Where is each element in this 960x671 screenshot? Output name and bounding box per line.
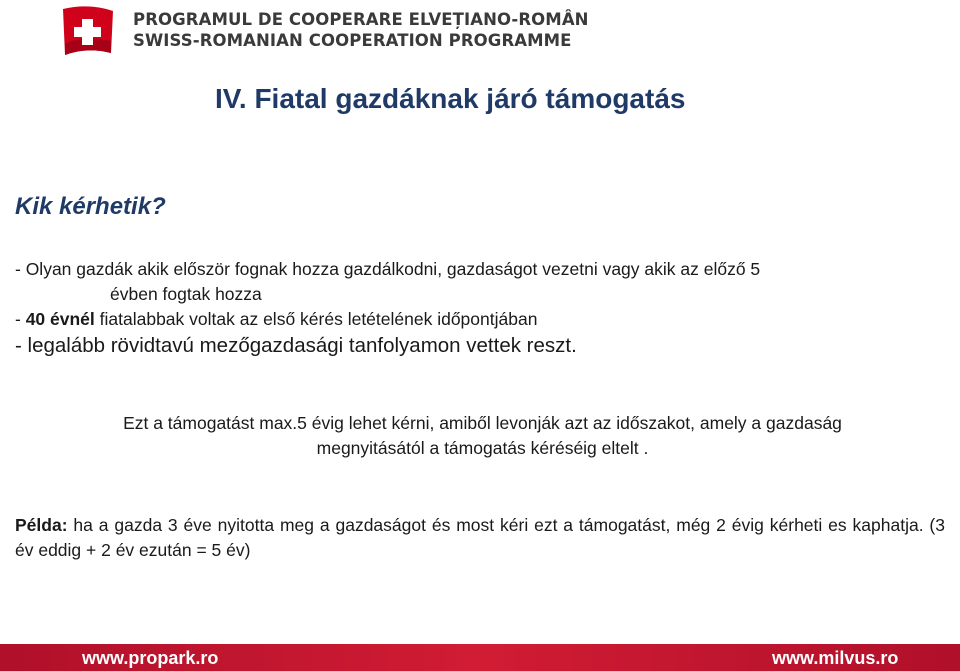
milvus-link[interactable]: www.milvus.ro bbox=[772, 648, 899, 668]
footer-bar bbox=[0, 644, 960, 671]
example-paragraph bbox=[15, 513, 945, 563]
example-text: ha a gazda 3 éve nyitotta meg a gazdaságot és most kéri ezt a támogatást, még 2 évig kérheti es kaphatja. (3 év eddig + 2 év ezután = 5 év) bbox=[15, 515, 945, 560]
swiss-cross-flag-icon bbox=[59, 5, 117, 59]
header bbox=[0, 0, 960, 60]
note-line-2: megnyitásától a támogatás kéréséig eltelt . bbox=[316, 438, 649, 458]
note-line-1: Ezt a támogatást max.5 évig lehet kérni, amiből levonják azt az időszakot, amely a gazdaság bbox=[123, 413, 842, 433]
criteria-line-1-cont: évben fogtak hozza bbox=[110, 284, 262, 304]
slide-title: IV. Fiatal gazdáknak járó támogatás bbox=[215, 83, 686, 114]
criteria-line-1: - Olyan gazdák akik először fognak hozza gazdálkodni, gazdaságot vezetni vagy akik az előző 5 bbox=[15, 259, 761, 279]
slide-subtitle: Kik kérhetik? bbox=[15, 193, 166, 220]
criteria-line-2-rest: fiatalabbak voltak az első kérés letételének időpontjában bbox=[94, 309, 538, 329]
example-label: Példa: bbox=[15, 515, 68, 535]
program-name bbox=[133, 9, 589, 51]
program-name-ro: PROGRAMUL DE COOPERARE ELVEȚIANO-ROMÂN bbox=[133, 10, 589, 29]
criteria-line-3: - legalább rövidtavú mezőgazdasági tanfolyamon vettek reszt. bbox=[15, 334, 577, 357]
criteria-line-2-prefix: - bbox=[15, 309, 26, 329]
program-name-en: SWISS-ROMANIAN COOPERATION PROGRAMME bbox=[133, 31, 572, 50]
eligibility-criteria bbox=[15, 257, 950, 360]
propark-link[interactable]: www.propark.ro bbox=[82, 648, 219, 668]
criteria-line-2 bbox=[15, 307, 950, 332]
age-limit: 40 évnél bbox=[25, 309, 95, 329]
duration-note bbox=[15, 411, 950, 461]
